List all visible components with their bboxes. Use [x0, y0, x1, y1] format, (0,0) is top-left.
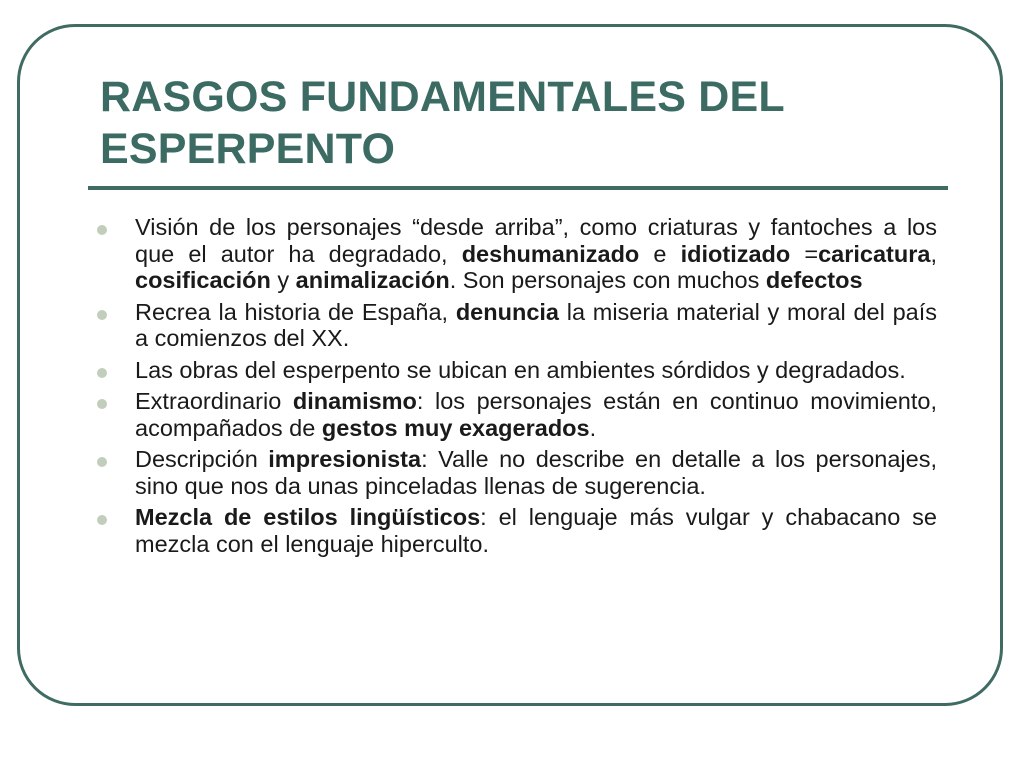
bullet-dot-icon	[97, 368, 107, 378]
bullet-text: : el lenguaje más vulgar y chabacano se mezcla con el lenguaje hiperculto.	[135, 504, 938, 557]
bullet-dot-icon	[97, 310, 107, 320]
bullet-emphasis-text: caricatura	[818, 240, 931, 267]
bullet-emphasis-text: idiotizado	[680, 240, 791, 267]
bullet-emphasis-text: cosificación	[135, 267, 271, 293]
bullet-emphasis-text: defectos	[765, 267, 863, 293]
bullet-text: : Valle no describe en detalle a los personajes, sino que nos da unas pinceladas llenas de sugerencia.	[135, 446, 937, 499]
bullet-list	[95, 214, 937, 562]
bullet-dot-icon	[97, 457, 107, 467]
bullet-emphasis-text: denuncia	[455, 298, 559, 325]
bullet-emphasis-text: animalización	[295, 267, 450, 293]
bullet-item	[95, 357, 937, 384]
bullet-emphasis-text: Mezcla de estilos lingüísticos	[135, 504, 481, 530]
bullet-text: Descripción	[135, 446, 269, 472]
bullet-emphasis-text: deshumanizado	[461, 240, 640, 267]
bullet-text: Extraordinario	[135, 388, 293, 414]
bullet-text: e	[639, 240, 681, 267]
bullet-text: =	[790, 240, 819, 267]
bullet-text: Visión de los personajes “	[135, 214, 420, 240]
bullet-text: la miseria material y moral del país a comienzos del XX.	[135, 298, 937, 351]
bullet-dot-icon	[97, 515, 107, 525]
bullet-dot-icon	[97, 399, 107, 409]
bullet-text: : los personajes están en continuo movimiento, acompañados de	[135, 388, 937, 441]
bullet-item	[95, 299, 937, 352]
bullet-emphasis-text: dinamismo	[292, 388, 417, 414]
bullet-text: . Son personajes con muchos	[449, 267, 766, 293]
title-divider	[88, 186, 948, 190]
bullet-item	[95, 214, 937, 294]
bullet-text: Las obras del esperpento se ubican en ambientes sórdidos y degradados.	[135, 356, 906, 383]
bullet-text: .	[589, 414, 597, 441]
bullet-text: ,	[930, 240, 937, 267]
bullet-dot-icon	[97, 225, 107, 235]
bullet-emphasis-text: impresionista	[268, 446, 422, 472]
bullet-item	[95, 446, 937, 499]
bullet-text: desde arriba	[419, 214, 555, 240]
bullet-text: Recrea la historia de España,	[135, 298, 456, 325]
bullet-emphasis-text: gestos muy exagerados	[321, 414, 590, 441]
bullet-text: ”, como criaturas y fantoches a los que el autor ha degradado,	[135, 214, 938, 267]
bullet-item	[95, 504, 937, 557]
bullet-text: y	[270, 267, 296, 293]
slide-title: RASGOS FUNDAMENTALES DEL ESPERPENTO	[100, 73, 785, 173]
bullet-item	[95, 388, 937, 441]
